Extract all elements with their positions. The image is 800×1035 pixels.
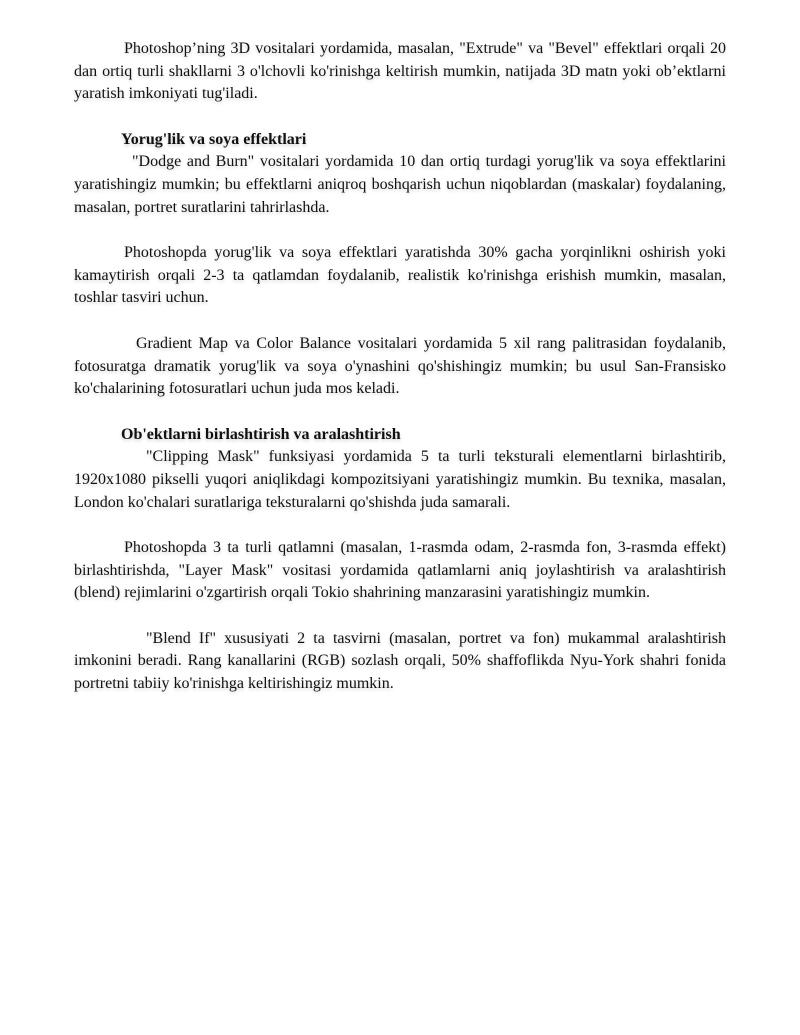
- document-page: [74, 38, 726, 719]
- paragraph-clipping-mask: "Clipping Mask" funksiyasi yordamida 5 ta turli teksturali elementlarni birlashtirib, 1920x1080 pikselli yuqori aniqlikdagi kompozitsiyani yaratishingiz mumkin. Bu texnika, masalan, London ko'chalari suratlariga teksturalarni qo'shishda juda samarali.: [74, 448, 726, 511]
- heading-combining-objects: Ob'ektlarni birlashtirish va aralashtirish: [121, 425, 401, 443]
- paragraph-dodge-and-burn: "Dodge and Burn" vositalari yordamida 10 dan ortiq turdagi yorug'lik va soya effektlarini yaratishingiz mumkin; bu effektlarni aniqroq boshqarish uchun niqoblardan (maskalar) foydalaning, masalan, portret suratlarini tahrirlashda.: [74, 153, 726, 216]
- paragraph-layer-mask: Photoshopda 3 ta turli qatlamni (masalan, 1-rasmda odam, 2-rasmda fon, 3-rasmda effekt) birlashtirishda, "Layer Mask" vositasi yordamida qatlamlarni aniq joylashtirish va aralashtirish (blend) rejimlarini o'zgartirish orqali Tokio shahrining manzarasini yaratishingiz mumkin.: [74, 539, 726, 602]
- paragraph-3d-tools: Photoshop’ning 3D vositalari yordamida, masalan, "Extrude" va "Bevel" effektlari orqali 20 dan ortiq turli shakllarni 3 o'lchovli ko'rinishga keltirish mumkin, natijada 3D matn yoki ob’ektlarni yaratish imkoniyati tug'iladi.: [74, 40, 726, 103]
- paragraph-blend-if: "Blend If" xususiyati 2 ta tasvirni (masalan, portret va fon) mukammal aralashtirish imkonini beradi. Rang kanallarini (RGB) sozlash orqali, 50% shaffoflikda Nyu-York shahri fonida portretni tabiiy ko'rinishga keltirishingiz mumkin.: [74, 629, 726, 693]
- heading-light-and-shadow: Yorug'lik va soya effektlari: [121, 130, 307, 148]
- paragraph-gradient-map: Gradient Map va Color Balance vositalari yordamida 5 xil rang palitrasidan foydalanib, fotosuratga dramatik yorug'lik va soya o'ynashini qo'shishingiz mumkin; bu usul San-Fransisko ko'chalarining fotosuratlari uchun juda mos keladi.: [74, 334, 726, 398]
- paragraph-brightness-layers: Photoshopda yorug'lik va soya effektlari yaratishda 30% gacha yorqinlikni oshirish yoki kamaytirish orqali 2-3 ta qatlamdan foydalanib, realistik ko'rinishga erishish mumkin, masalan, toshlar tasviri uchun.: [74, 244, 726, 307]
